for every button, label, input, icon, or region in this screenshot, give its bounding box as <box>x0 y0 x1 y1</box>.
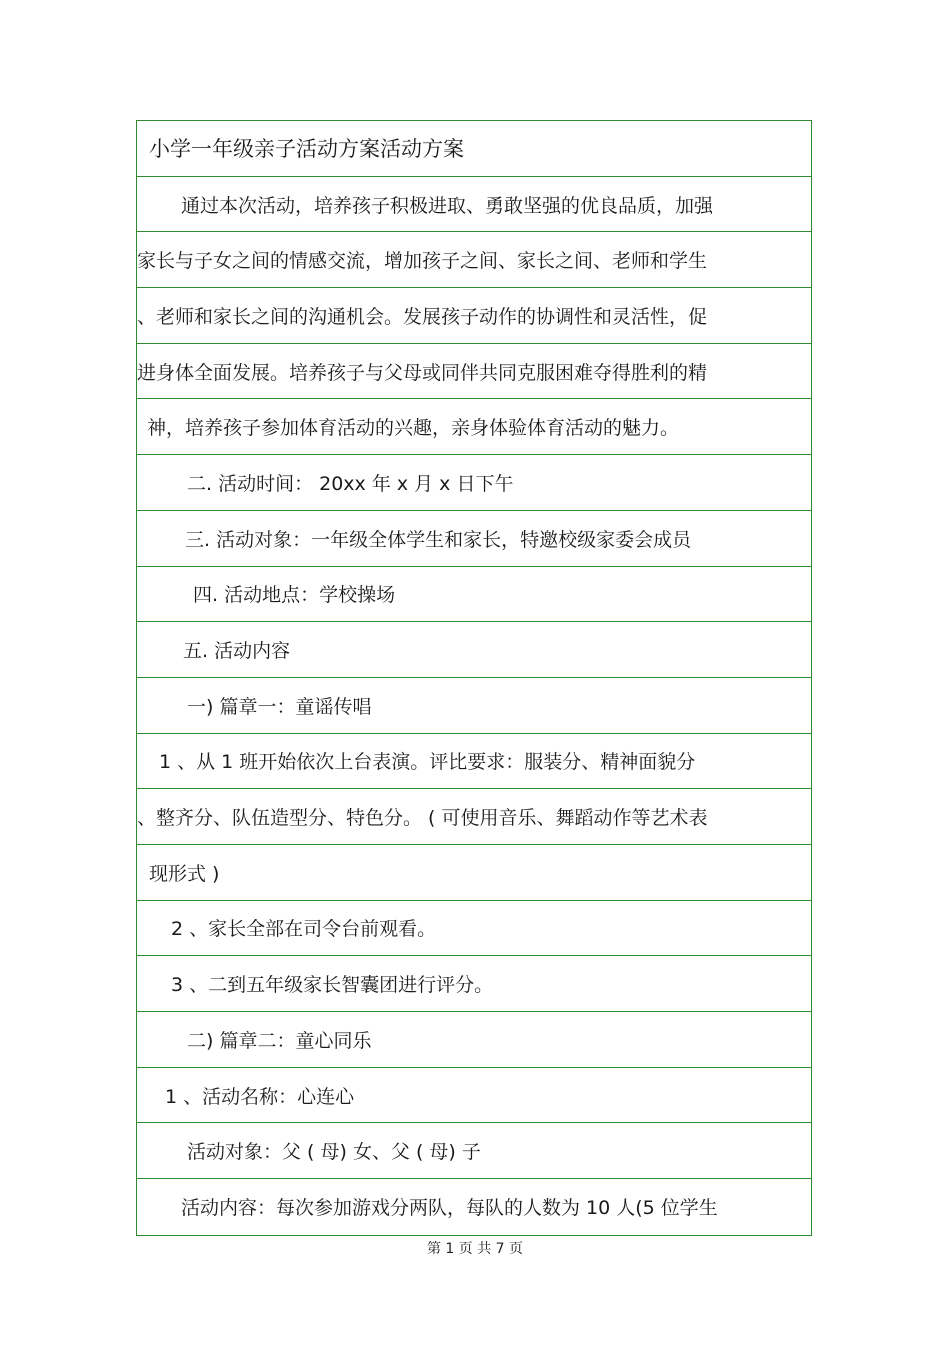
text-row <box>137 956 811 1012</box>
document-title-row <box>137 121 811 177</box>
text-row <box>137 734 811 790</box>
text-row <box>137 1012 811 1068</box>
text-row <box>137 1123 811 1179</box>
row-text: 2 、家长全部在司令台前观看。 <box>171 918 437 941</box>
row-text: 进身体全面发展。培养孩子与父母或同伴共同克服困难夺得胜利的精 <box>137 361 708 384</box>
row-text: 四. 活动地点：学校操场 <box>193 584 396 607</box>
row-text: 五. 活动内容 <box>183 640 291 663</box>
row-text: 3 、二到五年级家长智囊团进行评分。 <box>171 974 494 997</box>
text-row <box>137 789 811 845</box>
text-row <box>137 678 811 734</box>
row-text: 一) 篇章一：童谣传唱 <box>187 695 372 718</box>
text-row <box>137 232 811 288</box>
row-text: 二. 活动时间： 20xx 年 x 月 x 日下午 <box>187 472 514 495</box>
text-row <box>137 1179 811 1235</box>
text-row <box>137 1068 811 1124</box>
text-row <box>137 344 811 400</box>
text-row <box>137 567 811 623</box>
row-text: 、整齐分、队伍造型分、特色分。 ( 可使用音乐、舞蹈动作等艺术表 <box>137 807 708 830</box>
text-row <box>137 288 811 344</box>
row-text: 活动内容：每次参加游戏分两队，每队的人数为 10 人(5 位学生 <box>181 1197 718 1220</box>
row-text: 二) 篇章二：童心同乐 <box>187 1029 372 1052</box>
text-row <box>137 901 811 957</box>
document-title: 小学一年级亲子活动方案活动方案 <box>149 137 464 162</box>
row-text: 1 、从 1 班开始依次上台表演。评比要求：服装分、精神面貌分 <box>159 751 696 774</box>
row-text: 、老师和家长之间的沟通机会。发展孩子动作的协调性和灵活性，促 <box>137 305 708 328</box>
page-footer: 第 1 页 共 7 页 <box>426 1241 524 1257</box>
text-row <box>137 177 811 233</box>
row-text: 通过本次活动，培养孩子积极进取、勇敢坚强的优良品质，加强 <box>181 194 714 217</box>
document-table <box>136 120 812 1236</box>
row-text: 1 、活动名称：心连心 <box>165 1085 355 1108</box>
row-text: 三. 活动对象：一年级全体学生和家长，特邀校级家委会成员 <box>185 528 692 551</box>
row-text: 神，培养孩子参加体育活动的兴趣，亲身体验体育活动的魅力。 <box>147 417 680 440</box>
row-text: 家长与子女之间的情感交流，增加孩子之间、家长之间、老师和学生 <box>137 250 708 273</box>
row-text: 活动对象：父 ( 母) 女、父 ( 母) 子 <box>187 1141 481 1164</box>
text-row <box>137 622 811 678</box>
text-row <box>137 845 811 901</box>
row-text: 现形式 ) <box>149 862 220 885</box>
text-row <box>137 399 811 455</box>
text-row <box>137 511 811 567</box>
text-row <box>137 455 811 511</box>
